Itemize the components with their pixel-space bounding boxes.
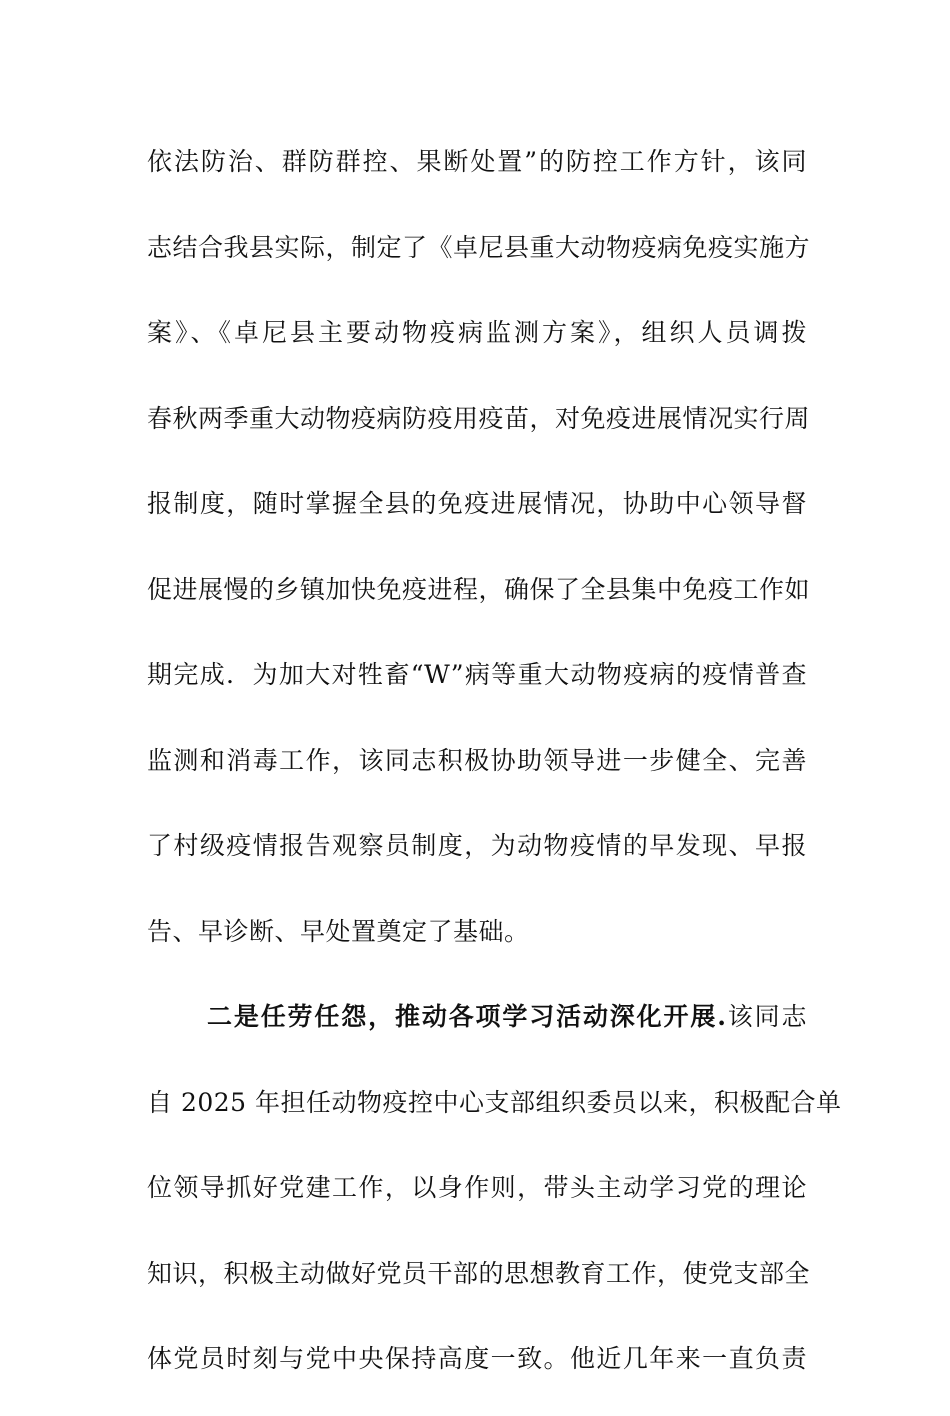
paragraph-line: 位领导抓好党建工作，以身作则，带头主动学习党的理论 [147, 1173, 807, 1202]
paragraph-line: 促进展慢的乡镇加快免疫进程，确保了全县集中免疫工作如 [147, 574, 811, 604]
document-body [147, 133, 842, 1416]
paragraph-line: 案》、《卓尼县主要动物疫病监测方案》，组织人员调拨 [147, 318, 807, 347]
section-heading-continuation: 该同志 [726, 1002, 807, 1031]
paragraph-line: 体党员时刻与党中央保持高度一致。他近几年来一直负责 [147, 1344, 807, 1373]
paragraph-line: 志结合我县实际，制定了《卓尼县重大动物疫病免疫实施方 [147, 232, 811, 262]
paragraph-line: 监测和消毒工作，该同志积极协助领导进一步健全、完善 [147, 745, 807, 775]
section-heading: 二是任劳任怨，推动各项学习活动深化开展. [207, 1002, 727, 1031]
paragraph-line: 春秋两季重大动物疫病防疫用疫苗，对免疫进展情况实行周 [147, 403, 811, 433]
paragraph-line: 了村级疫情报告观察员制度，为动物疫情的早发现、早报 [147, 831, 807, 860]
paragraph-line: 依法防治、群防群控、果断处置”的防控工作方针，该同 [147, 147, 807, 176]
paragraph-line: 期完成．为加大对牲畜“W”病等重大动物疫病的疫情普查 [147, 660, 807, 689]
paragraph-last-line: 告、早诊断、早处置奠定了基础。 [147, 916, 530, 946]
section-two-first-line [147, 988, 807, 1046]
paragraph-line: 自 2025 年担任动物疫控中心支部组织委员以来，积极配合单 [147, 1087, 842, 1117]
paragraph-line: 报制度，随时掌握全县的免疫进展情况，协助中心领导督 [147, 489, 807, 518]
paragraph-line: 知识，积极主动做好党员干部的思想教育工作，使党支部全 [147, 1258, 811, 1288]
